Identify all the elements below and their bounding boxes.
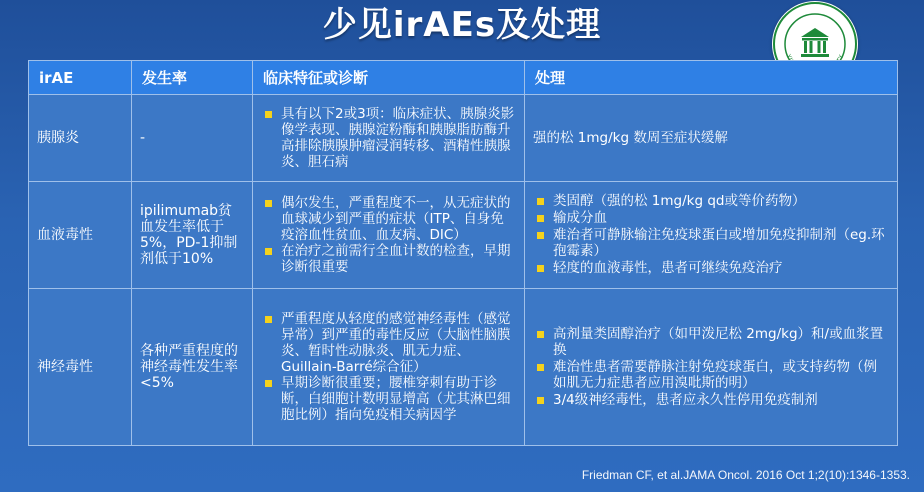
list-item: 输成分血 [533, 210, 889, 226]
cell-irae: 神经毒性 [29, 289, 132, 446]
cell-incidence: 各种严重程度的神经毒性发生率<5% [132, 289, 253, 446]
list-item: 早期诊断很重要；腰椎穿刺有助于诊断，白细胞计数明显增高（尤其淋巴细胞比例）指向免疫相关病因学 [261, 375, 516, 423]
table-header-row [29, 61, 898, 95]
list-item: 类固醇（强的松 1mg/kg qd或等价药物） [533, 193, 889, 209]
list-item: 高剂量类固醇治疗（如甲泼尼松 2mg/kg）和/或血浆置换 [533, 326, 889, 358]
header-irae: irAE [29, 61, 132, 95]
cell-incidence: - [132, 95, 253, 182]
list-item: 严重程度从轻度的感觉神经毒性（感觉异常）到严重的毒性反应（大脑性脑膜炎、暂时性动脉炎、肌无力症、Guillain-Barré综合征） [261, 311, 516, 375]
table-row [29, 182, 898, 289]
cell-features [253, 95, 525, 182]
header-features: 临床特征或诊断 [253, 61, 525, 95]
irae-table [28, 60, 898, 446]
logo-text: Y Y [784, 53, 846, 61]
cell-features [253, 289, 525, 446]
cell-treatment [525, 289, 898, 446]
table-row [29, 95, 898, 182]
list-item: 难治性患者需要静脉注射免疫球蛋白，或支持药物（例如肌无力症患者应用溴吡斯的明） [533, 359, 889, 391]
header-treatment: 处理 [525, 61, 898, 95]
cell-features [253, 182, 525, 289]
slide-title: 少见irAEs及处理 [322, 5, 602, 45]
list-item: 轻度的血液毒性，患者可继续免疫治疗 [533, 260, 889, 276]
cell-treatment [525, 182, 898, 289]
list-item: 在治疗之前需行全血计数的检查，早期诊断很重要 [261, 243, 516, 275]
cell-incidence: ipilimumab贫血发生率低于5%，PD-1抑制剂低于10% [132, 182, 253, 289]
cell-irae: 胰腺炎 [29, 95, 132, 182]
cell-treatment: 强的松 1mg/kg 数周至症状缓解 [525, 95, 898, 182]
list-item: 难治者可静脉输注免疫球蛋白或增加免疫抑制剂（eg.环孢霉素） [533, 227, 889, 259]
cell-irae: 血液毒性 [29, 182, 132, 289]
table-row [29, 289, 898, 446]
list-item: 偶尔发生，严重程度不一，从无症状的血球减少到严重的症状（ITP、自身免疫溶血性贫血、血友病、DIC） [261, 195, 516, 243]
citation: Friedman CF, et al.JAMA Oncol. 2016 Oct 1;2(10):1346-1353. [581, 468, 910, 482]
list-item: 3/4级神经毒性，患者应永久性停用免疫制剂 [533, 392, 889, 408]
list-item: 具有以下2或3项：临床症状、胰腺炎影像学表现、胰腺淀粉酶和胰腺脂肪酶升高排除胰腺肿瘤浸润转移、酒精性胰腺炎、胆石病 [261, 106, 516, 170]
header-incidence: 发生率 [132, 61, 253, 95]
